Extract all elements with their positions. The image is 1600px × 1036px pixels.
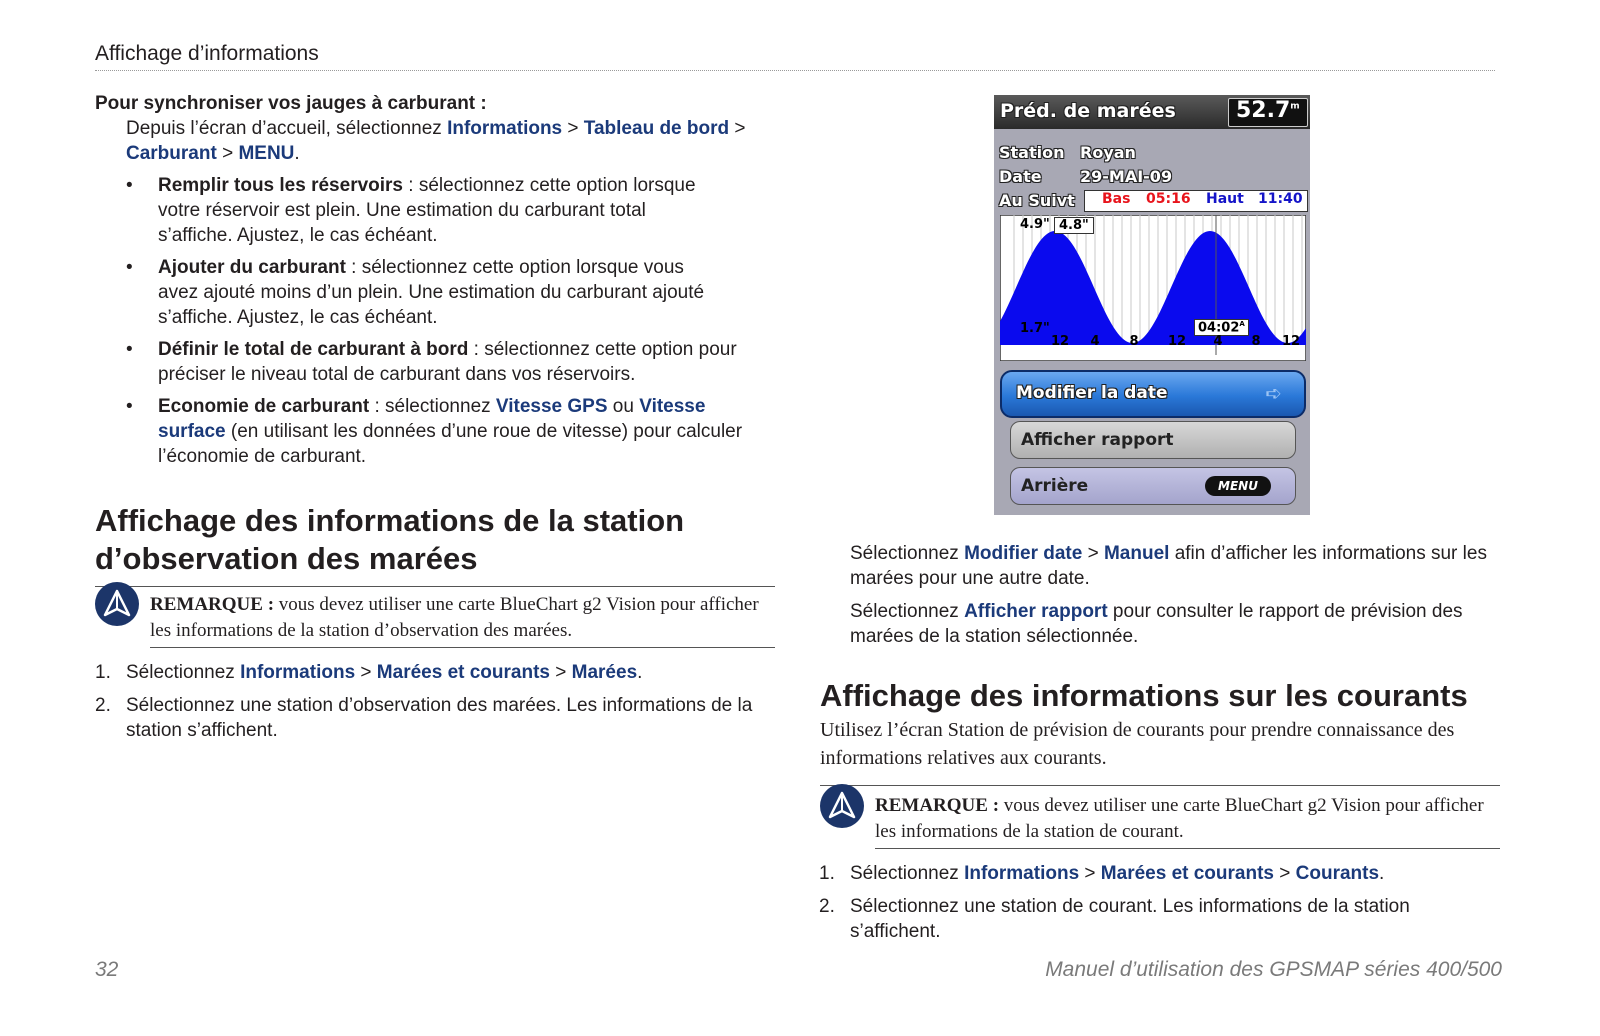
step-number: 1.	[819, 863, 835, 884]
currents-steps	[819, 861, 1500, 944]
bullet-text: : sélectionnez cette option pour préciser le niveau total de carburant dans vos réservoirs.	[158, 339, 737, 385]
bullet: •	[126, 175, 133, 196]
low-label: Bas	[1102, 191, 1131, 207]
link-afficher-rapport[interactable]: Afficher rapport	[964, 601, 1108, 622]
menu-key-badge: MENU	[1205, 476, 1271, 496]
station-label: Station	[999, 143, 1065, 162]
step-text: Sélectionnez	[126, 662, 241, 683]
bullet-text: : sélectionnez	[369, 396, 496, 417]
step-text: Sélectionnez une station de courant. Les informations de la station s’affichent.	[850, 896, 1410, 942]
bullet-text: (en utilisant les données d’une roue de vitesse) pour calculer l’économie de carburant.	[158, 421, 743, 467]
link-tableau-de-bord[interactable]: Tableau de bord	[583, 118, 730, 139]
back-button[interactable]	[1010, 467, 1296, 505]
bullet-title: Définir le total de carburant à bord	[158, 339, 469, 360]
fuel-bullet-2	[95, 255, 718, 330]
bullet-title: Remplir tous les réservoirs	[158, 175, 403, 196]
show-report-button[interactable]	[1010, 421, 1296, 459]
tides-note	[150, 592, 775, 644]
graph-min-label: 1.7"	[1020, 321, 1050, 336]
high-time: 11:40	[1258, 191, 1303, 207]
graph-max-label: 4.9"	[1020, 217, 1050, 232]
station-value: Royan	[1080, 143, 1136, 162]
link-modifier-date[interactable]: Modifier date	[964, 543, 1083, 564]
link-marees[interactable]: Marées	[571, 662, 638, 683]
low-time: 05:16	[1146, 191, 1191, 207]
device-title: Préd. de marées	[1000, 100, 1176, 122]
modify-date-button[interactable]	[1000, 370, 1306, 418]
tides-note-rule	[150, 647, 775, 648]
arrow-right-icon: ➪	[1265, 383, 1282, 405]
report-paragraph	[850, 599, 1500, 649]
tides-right-text	[850, 541, 1500, 649]
note-icon	[820, 784, 864, 828]
device-value	[1236, 98, 1300, 123]
x-tick-label: 12	[1167, 334, 1187, 349]
date-label: Date	[999, 167, 1042, 186]
x-tick-label: 8	[1129, 334, 1139, 349]
cursor-time: 04:02	[1198, 320, 1240, 336]
value-number: 52.7	[1236, 98, 1291, 123]
page-number: 32	[95, 958, 119, 981]
link-vitesse-gps[interactable]: Vitesse GPS	[495, 396, 608, 417]
sep: >	[729, 118, 746, 139]
tides-step-1	[95, 660, 776, 685]
period: .	[294, 143, 300, 164]
header-rule	[95, 70, 1495, 71]
note-text: vous devez utiliser une carte BlueChart g2 Vision pour afficher les informations de la station de courant.	[875, 795, 1484, 842]
cursor-suffix: A	[1239, 320, 1245, 328]
sep: >	[1082, 543, 1104, 564]
bullet: •	[126, 257, 133, 278]
para-text: Sélectionnez	[850, 543, 965, 564]
bullet-title: Ajouter du carburant	[158, 257, 346, 278]
currents-intro: Utilisez l’écran Station de prévision de courants pour prendre connaissance des informations relatives aux courants.	[820, 719, 1455, 769]
tides-heading: Affichage des informations de la station d’observation des marées	[95, 503, 685, 576]
sep: >	[549, 662, 572, 683]
graph-cursor-max: 4.8"	[1054, 217, 1094, 234]
currents-step-1	[819, 861, 1500, 886]
link-informations[interactable]: Informations	[447, 118, 563, 139]
para-text: afin d’afficher les informations sur les marées pour une autre date.	[850, 543, 1487, 589]
link-informations[interactable]: Informations	[964, 863, 1080, 884]
para-text: pour consulter le rapport de prévision des marées de la station sélectionnée.	[850, 601, 1463, 647]
fuel-bullet-1	[95, 173, 718, 248]
currents-note-rule	[875, 848, 1500, 849]
bullet-text: : sélectionnez cette option lorsque vous avez ajouté moins d’un plein. Une estimation du carburant ajouté s’affiche. Ajustez, le cas échéant.	[158, 257, 705, 328]
sep: >	[562, 118, 584, 139]
note-icon	[95, 582, 139, 626]
step-number: 1.	[95, 662, 111, 683]
note-label: REMARQUE :	[150, 594, 275, 615]
fuel-bullet-4	[95, 394, 758, 469]
modify-date-paragraph	[850, 541, 1500, 591]
note-label: REMARQUE :	[875, 795, 1000, 816]
sep: >	[355, 662, 377, 683]
link-marees-et-courants[interactable]: Marées et courants	[376, 662, 550, 683]
fuel-intro-text: Depuis l’écran d’accueil, sélectionnez	[126, 118, 448, 139]
sep: >	[216, 143, 239, 164]
step-number: 2.	[819, 896, 835, 917]
step-text: Sélectionnez une station d’observation des marées. Les informations de la station s’affichent.	[126, 695, 753, 741]
date-value: 29-MAI-09	[1080, 167, 1173, 186]
tides-heading-rule	[95, 586, 775, 587]
currents-step-2	[819, 894, 1500, 944]
note-text: vous devez utiliser une carte BlueChart g2 Vision pour afficher les informations de la station d’observation des marées.	[150, 594, 759, 641]
bullet-text: ou	[607, 396, 640, 417]
currents-heading: Affichage des informations sur les courants	[820, 678, 1468, 713]
show-report-label: Afficher rapport	[1021, 430, 1174, 450]
currents-rule	[820, 785, 1500, 786]
link-marees-et-courants[interactable]: Marées et courants	[1100, 863, 1274, 884]
bullet-text: : sélectionnez cette option lorsque votre réservoir est plein. Une estimation du carburant total s’affiche. Ajustez, le cas échéant.	[158, 175, 696, 246]
x-tick-label: 4	[1090, 334, 1100, 349]
link-carburant[interactable]: Carburant	[126, 143, 217, 164]
bullet-title: Economie de carburant	[158, 396, 370, 417]
back-label: Arrière	[1021, 476, 1089, 496]
running-header: Affichage d’informations	[95, 42, 319, 65]
link-menu[interactable]: MENU	[238, 143, 295, 164]
x-tick-label: 8	[1251, 334, 1261, 349]
link-courants[interactable]: Courants	[1295, 863, 1380, 884]
fuel-intro	[95, 116, 775, 166]
x-tick-label: 12	[1050, 334, 1070, 349]
para-text: Sélectionnez	[850, 601, 965, 622]
bullet: •	[126, 339, 133, 360]
sep: >	[1273, 863, 1296, 884]
manual-title: Manuel d’utilisation des GPSMAP séries 400/500	[1045, 958, 1502, 981]
step-text: Sélectionnez	[850, 863, 965, 884]
modify-date-label: Modifier la date	[1016, 383, 1168, 403]
fuel-heading: Pour synchroniser vos jauges à carburant :	[95, 93, 487, 114]
sep: >	[1079, 863, 1101, 884]
link-manuel[interactable]: Manuel	[1103, 543, 1170, 564]
x-tick-label: 4	[1213, 334, 1223, 349]
link-vitesse-surface[interactable]: Vitesse surface	[158, 396, 706, 442]
tide-device-screen	[994, 95, 1310, 515]
value-unit: m	[1290, 101, 1300, 112]
high-label: Haut	[1206, 191, 1244, 207]
step-number: 2.	[95, 695, 111, 716]
bullet: •	[126, 396, 133, 417]
currents-note	[875, 793, 1500, 845]
link-informations[interactable]: Informations	[240, 662, 356, 683]
fuel-section	[95, 91, 775, 469]
tides-step-2	[95, 693, 776, 743]
fuel-bullet-3	[95, 337, 778, 387]
tides-steps	[95, 660, 776, 743]
period: .	[1379, 863, 1385, 884]
x-tick-label: 12	[1281, 334, 1301, 349]
period: .	[637, 662, 643, 683]
next-label: Au Suivt	[999, 191, 1075, 210]
